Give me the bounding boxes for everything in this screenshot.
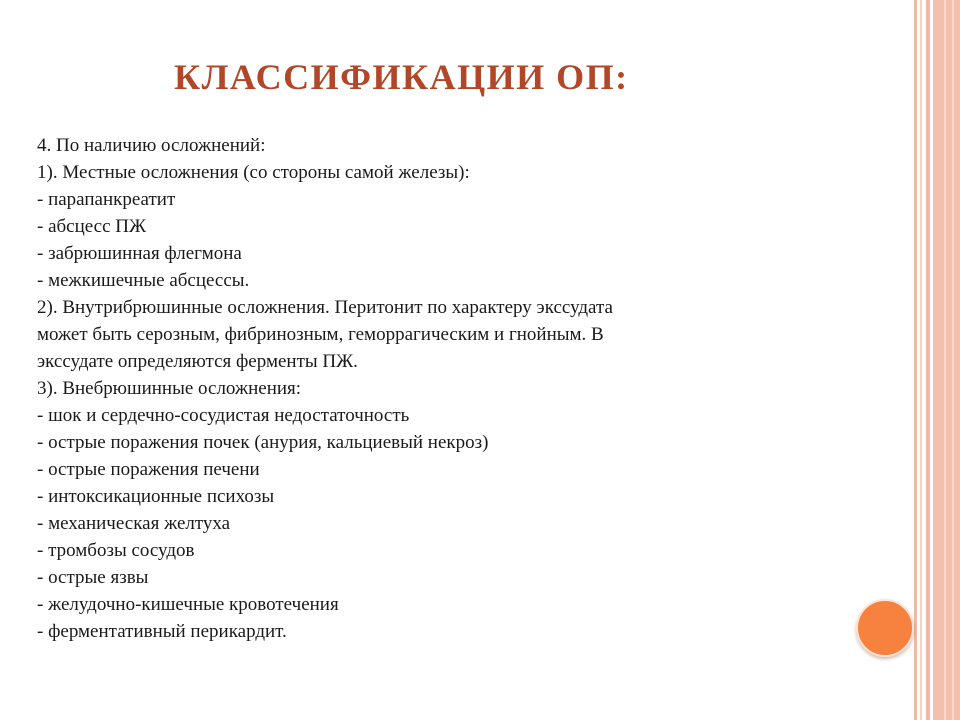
text-line: 4. По наличию осложнений: xyxy=(37,135,266,156)
list-item: - абсцесс ПЖ xyxy=(37,216,147,237)
list-item: - острые поражения почек (анурия, кальциевый некроз) xyxy=(37,432,489,453)
text-line: 2). Внутрибрюшинные осложнения. Перитонит по характеру экссудата xyxy=(37,297,613,318)
list-item: - интоксикационные психозы xyxy=(37,486,275,507)
text-line: может быть серозным, фибринозным, геморрагическим и гнойным. В xyxy=(37,324,604,345)
list-item: - желудочно-кишечные кровотечения xyxy=(37,594,339,615)
stripe xyxy=(933,0,960,720)
list-item: - тромбозы сосудов xyxy=(37,540,195,561)
list-item: - межкишечные абсцессы. xyxy=(37,270,250,291)
stripe xyxy=(952,0,954,720)
list-item: - парапанкреатит xyxy=(37,189,176,210)
slide-body xyxy=(37,132,897,645)
stripe xyxy=(926,0,930,720)
list-item: - ферментативный перикардит. xyxy=(37,621,287,642)
list-item: - механическая желтуха xyxy=(37,513,231,534)
list-item: - шок и сердечно-сосудистая недостаточность xyxy=(37,405,410,426)
stripe xyxy=(944,0,946,720)
decorative-circle xyxy=(856,599,914,657)
text-line: 3). Внебрюшинные осложнения: xyxy=(37,378,302,399)
stripe xyxy=(914,0,917,720)
text-line: экссудате определяются ферменты ПЖ. xyxy=(37,351,358,372)
text-line: 1). Местные осложнения (со стороны самой железы): xyxy=(37,162,470,183)
list-item: - острые язвы xyxy=(37,567,149,588)
list-item: - острые поражения печени xyxy=(37,459,260,480)
stripe xyxy=(920,0,922,720)
slide-title: КЛАССИФИКАЦИИ ОП: xyxy=(174,57,629,97)
decorative-stripes xyxy=(914,0,960,720)
list-item: - забрюшинная флегмона xyxy=(37,243,242,264)
